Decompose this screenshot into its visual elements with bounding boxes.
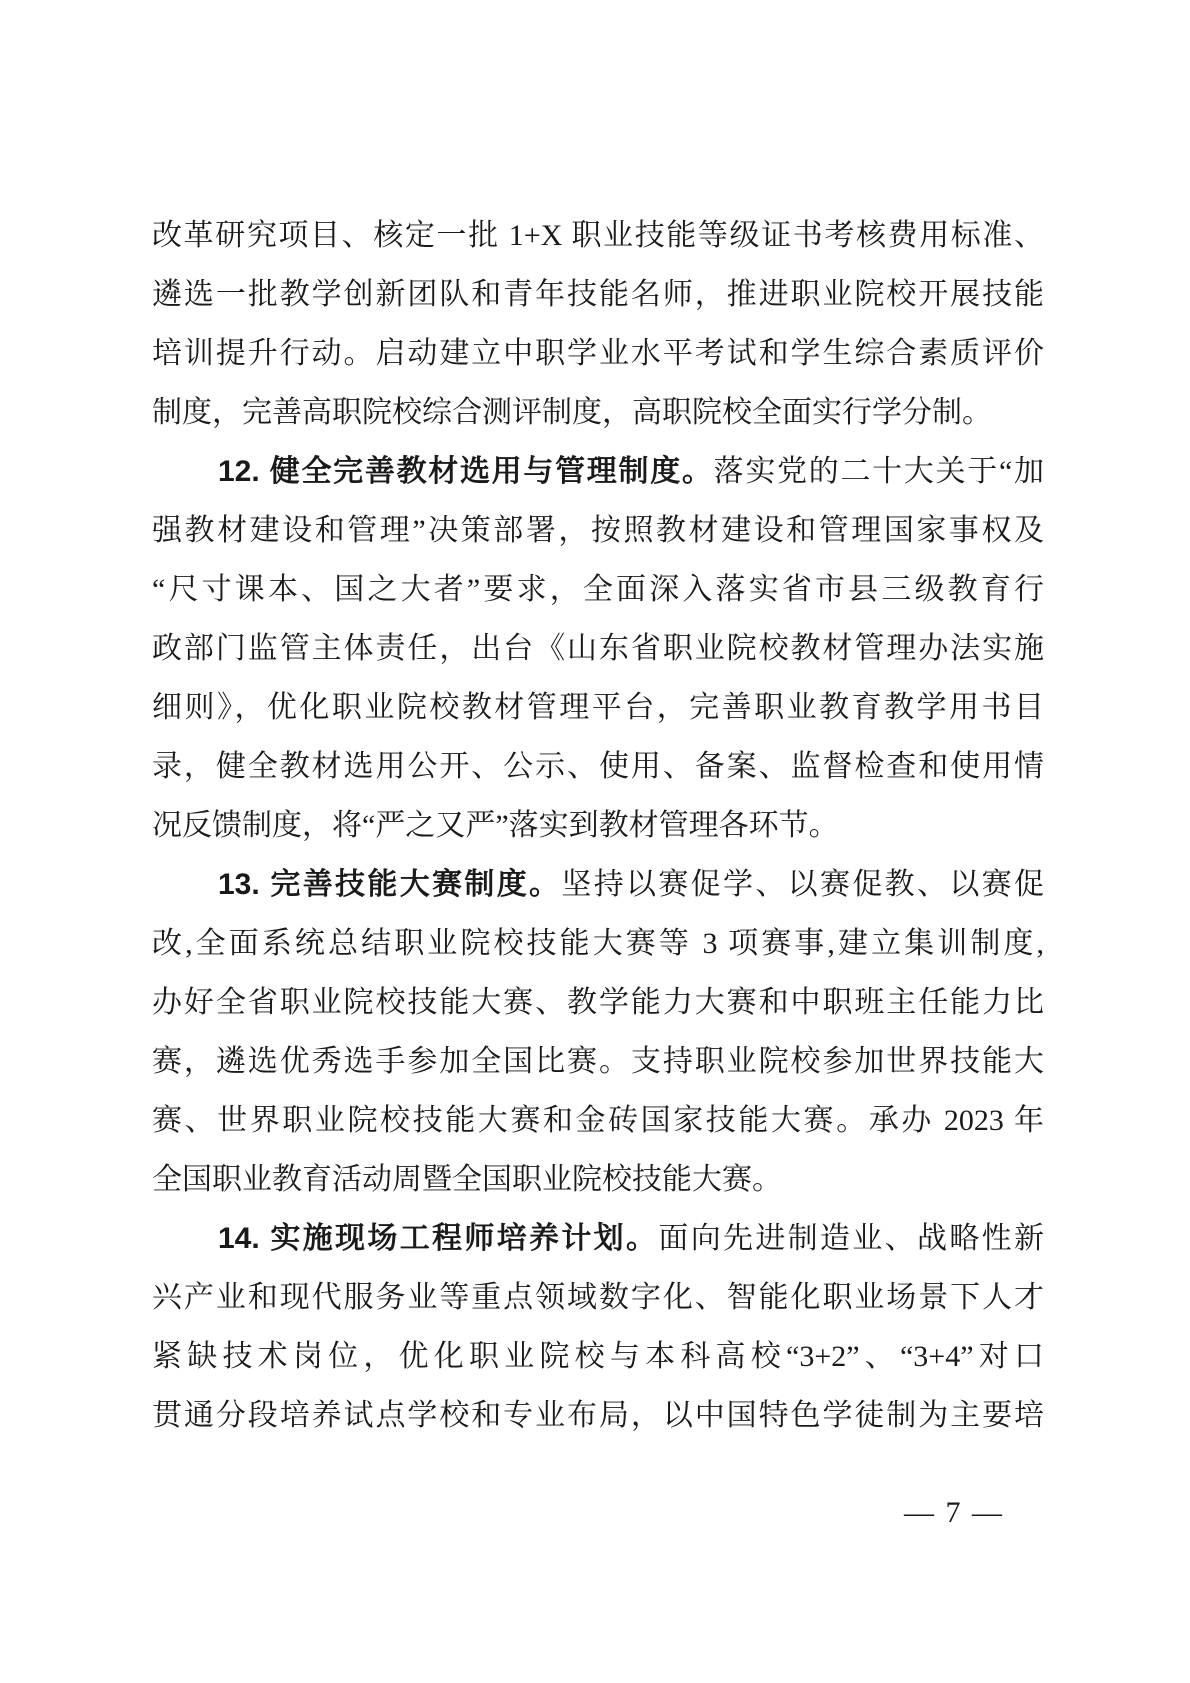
text-line: [152, 560, 1044, 619]
line-text: 强教材建设和管理”决策部署，按照教材建设和管理国家事权及: [152, 514, 1044, 547]
line-text: 录，健全教材选用公开、公示、使用、备案、监督检查和使用情: [152, 750, 1044, 783]
text-line: [152, 206, 1044, 265]
text-line: [152, 265, 1044, 324]
text-line: [152, 914, 1044, 973]
text-line: [152, 619, 1044, 678]
text-line: [152, 383, 1044, 442]
line-text: 兴产业和现代服务业等重点领域数字化、智能化职业场景下人才: [152, 1281, 1044, 1314]
text-line: [152, 855, 1044, 914]
paragraph-number-heading: 13. 完善技能大赛制度。: [218, 868, 562, 901]
line-text: 贯通分段培养试点学校和专业布局，以中国特色学徒制为主要培: [152, 1399, 1044, 1432]
text-line: [152, 324, 1044, 383]
line-text: 改,全面系统总结职业院校技能大赛等 3 项赛事,建立集训制度,: [152, 927, 1044, 960]
line-text: 政部门监管主体责任，出台《山东省职业院校教材管理办法实施: [152, 632, 1044, 665]
line-text: 紧缺技术岗位，优化职业院校与本科高校“3+2”、“3+4”对口: [152, 1340, 1044, 1373]
paragraph-number-heading: 14. 实施现场工程师培养计划。: [218, 1222, 659, 1255]
line-text: 赛，遴选优秀选手参加全国比赛。支持职业院校参加世界技能大: [152, 1045, 1044, 1078]
line-text: “尺寸课本、国之大者”要求，全面深入落实省市县三级教育行: [152, 573, 1044, 606]
line-text: 赛、世界职业院校技能大赛和金砖国家技能大赛。承办 2023 年: [152, 1104, 1044, 1137]
line-text: 全国职业教育活动周暨全国职业院校技能大赛。: [152, 1163, 782, 1196]
line-text: 坚持以赛促学、以赛促教、以赛促: [561, 868, 1044, 901]
line-text: 制度，完善高职院校综合测评制度，高职院校全面实行学分制。: [152, 396, 992, 429]
text-line: [152, 501, 1044, 560]
text-line: [152, 1327, 1044, 1386]
text-line: [152, 1150, 1044, 1209]
line-text: 细则》，优化职业院校教材管理平台，完善职业教育教学用书目: [152, 691, 1044, 724]
page-number: — 7 —: [904, 1496, 1004, 1529]
text-line: [152, 1091, 1044, 1150]
line-text: 落实党的二十大关于“加: [713, 455, 1044, 488]
line-text: 面向先进制造业、战略性新: [658, 1222, 1044, 1255]
line-text: 遴选一批教学创新团队和青年技能名师，推进职业院校开展技能: [152, 278, 1044, 311]
text-line: [152, 737, 1044, 796]
line-text: 况反馈制度，将“严之又严”落实到教材管理各环节。: [152, 809, 839, 842]
text-line: [152, 1209, 1044, 1268]
text-line: [152, 973, 1044, 1032]
text-line: [152, 442, 1044, 501]
document-body: [152, 206, 1044, 1445]
line-text: 改革研究项目、核定一批 1+X 职业技能等级证书考核费用标准、: [152, 219, 1044, 252]
paragraph-number-heading: 12. 健全完善教材选用与管理制度。: [218, 455, 714, 488]
text-line: [152, 1386, 1044, 1445]
text-line: [152, 796, 1044, 855]
text-line: [152, 678, 1044, 737]
text-line: [152, 1032, 1044, 1091]
line-text: 办好全省职业院校技能大赛、教学能力大赛和中职班主任能力比: [152, 986, 1044, 1019]
line-text: 培训提升行动。启动建立中职学业水平考试和学生综合素质评价: [152, 337, 1044, 370]
text-line: [152, 1268, 1044, 1327]
